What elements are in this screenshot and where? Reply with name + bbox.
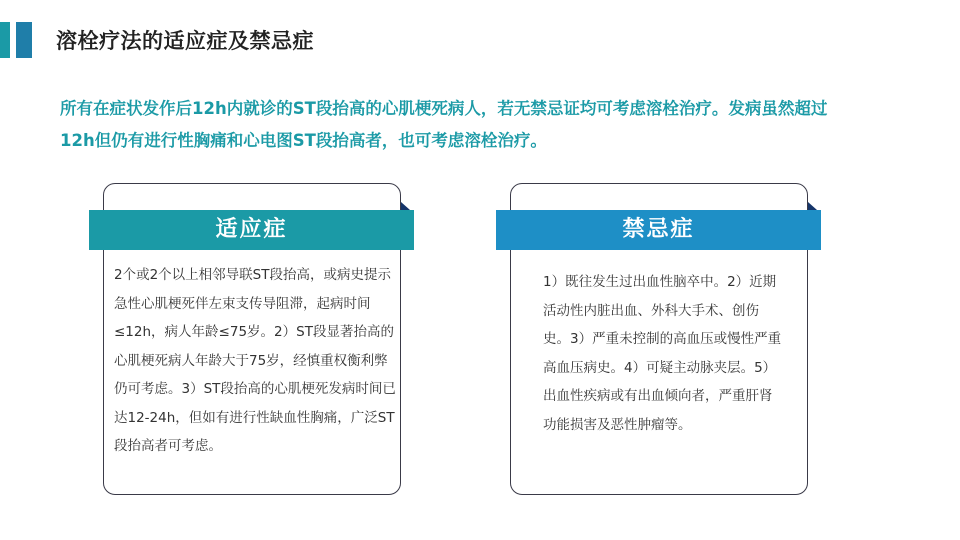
contraindications-text: 1）既往发生过出血性脑卒中。2）近期活动性内脏出血、外科大手术、创伤史。3）严重未控制的高血压或慢性严重高血压病史。4）可疑主动脉夹层。5）出血性疾病或有出血倾向者，严重肝肾功能损害及恶性肿瘤等。 bbox=[543, 274, 782, 433]
indications-text: 2个或2个以上相邻导联ST段抬高，或病史提示急性心肌梗死伴左束支传导阻滞，起病时间≤12h，病人年龄≤75岁。2）ST段显著抬高的心肌梗死病人年龄大于75岁，经慎重权衡利弊仍可考虑。3）ST段抬高的心肌梗死发病时间已达12-24h，但如有进行性缺血性胸痛，广泛ST段抬高者可考虑。 bbox=[114, 267, 396, 454]
lead-paragraph: 所有在症状发作后12h内就诊的ST段抬高的心肌梗死病人，若无禁忌证均可考虑溶栓治疗。发病虽然超过12h但仍有进行性胸痛和心电图ST段抬高者，也可考虑溶栓治疗。 bbox=[60, 99, 828, 150]
contraindications-heading: 禁忌症 bbox=[496, 210, 821, 250]
title-accent-bar bbox=[0, 22, 10, 58]
title-accent-bar-secondary bbox=[16, 22, 32, 58]
page-title: 溶栓疗法的适应症及禁忌症 bbox=[56, 29, 314, 53]
indications-banner-fold bbox=[401, 202, 410, 210]
contraindications-banner-fold bbox=[808, 202, 817, 210]
indications-heading: 适应症 bbox=[89, 210, 414, 250]
